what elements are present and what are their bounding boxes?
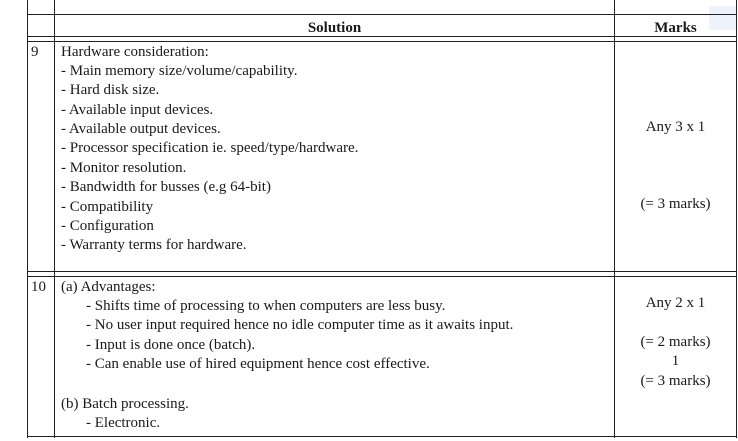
q9-item: - Hard disk size. [61, 82, 160, 98]
question-separator-rule [27, 271, 736, 277]
q10-item: - Can enable use of hired equipment hence cost effective. [86, 356, 430, 372]
q9-title: Hardware consideration: [61, 44, 209, 60]
q10-item: - Shifts time of processing to when computers are less busy. [86, 298, 446, 314]
question-number-10: 10 [31, 279, 46, 295]
q10-part-a-heading: (a) Advantages: [61, 279, 156, 295]
table-bottom-rule [27, 436, 737, 437]
q9-item: - Bandwidth for busses (e.g 64-bit) [61, 179, 271, 195]
q9-item: - Available output devices. [61, 121, 221, 137]
q9-item: - Warranty terms for hardware. [61, 237, 247, 253]
q10-part-b-item: - Electronic. [86, 415, 161, 431]
q9-marks-rule: Any 3 x 1 [645, 119, 706, 135]
table-left-border [27, 0, 28, 438]
number-column-divider [54, 0, 55, 438]
q9-item: - Available input devices. [61, 102, 214, 118]
q10-item: - Input is done once (batch). [86, 337, 256, 353]
q10-item: - No user input required hence no idle computer time as it awaits input. [86, 317, 514, 333]
q9-item: - Configuration [61, 218, 154, 234]
q10-marks-total: (= 3 marks) [640, 373, 711, 389]
q10-marks-a: (= 2 marks) [640, 334, 711, 350]
solution-header: Solution [307, 20, 362, 36]
q9-item: - Compatibility [61, 199, 154, 215]
q9-item: - Processor specification ie. speed/type/hardware. [61, 140, 359, 156]
q10-part-b-heading: (b) Batch processing. [61, 396, 189, 412]
q10-marks-b: 1 [671, 353, 680, 369]
q9-marks-total: (= 3 marks) [640, 196, 711, 212]
q9-item: - Main memory size/volume/capability. [61, 63, 298, 79]
table-right-border [736, 0, 737, 438]
marks-column-divider [614, 0, 615, 438]
q9-item: - Monitor resolution. [61, 160, 187, 176]
marks-header: Marks [654, 20, 697, 36]
q10-marks-rule: Any 2 x 1 [645, 295, 706, 311]
question-number-9: 9 [31, 44, 39, 60]
table-top-rule [27, 14, 737, 15]
